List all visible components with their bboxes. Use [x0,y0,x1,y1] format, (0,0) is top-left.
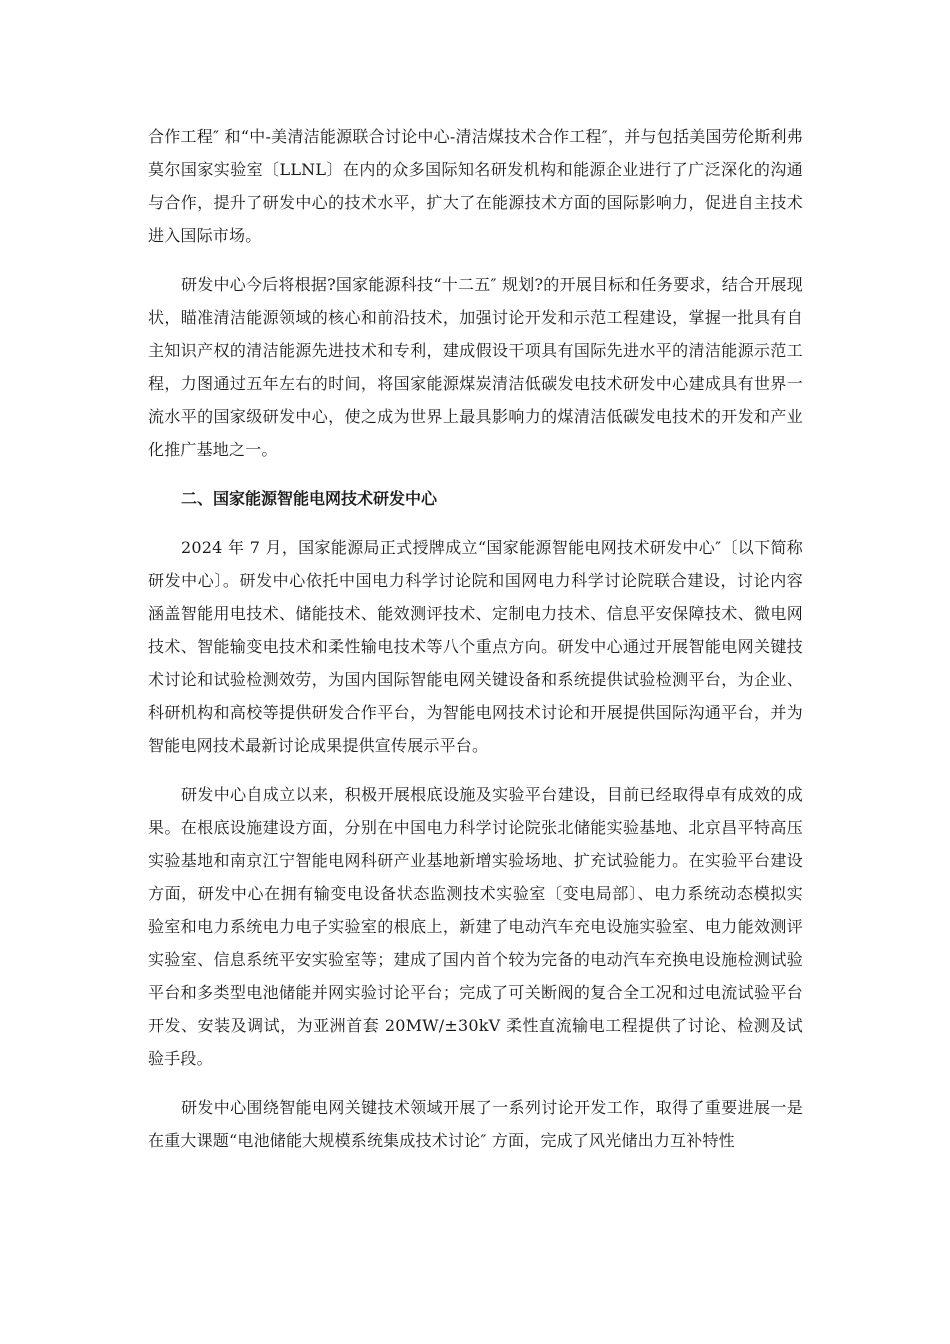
section-heading-smart-grid: 二、国家能源智能电网技术研发中心 [181,489,438,508]
paragraph-research-progress: 研发中心围绕智能电网关键技术领域开展了一系列讨论开发工作，取得了重要进展一是在重大课题“电池储能大规模系统集成技术讨论″ 方面，完成了风光储出力互补特性 [148,1098,803,1150]
document-page [148,120,803,1157]
paragraph-establishment: 2024 年 7 月，国家能源局正式授牌成立“国家能源智能电网技术研发中心″〔以下简称研发中心〕。研发中心依托中国电力科学讨论院和国网电力科学讨论院联合建设，讨论内容涵盖智能用电技术、储能技术、能效测评技术、定制电力技术、信息平安保障技术、微电网技术、智能输变电技术和柔性输电技术等八个重点方向。研发中心通过开展智能电网关键技术讨论和试验检测效劳，为国内国际智能电网关键设备和系统提供试验检测平台，为企业、科研机构和高校等提供研发合作平台，为智能电网技术讨论和开展提供国际沟通平台，并为智能电网技术最新讨论成果提供宣传展示平台。 [148,538,803,755]
paragraph-infrastructure: 研发中心自成立以来，积极开展根底设施及实验平台建设，目前已经取得卓有成效的成果。在根底设施建设方面，分别在中国电力科学讨论院张北储能实验基地、北京昌平特高压实验基地和南京江宁智能电网科研产业基地新增实验场地、扩充试验能力。在实验平台建设方面，研发中心在拥有输变电设备状态监测技术实验室〔变电局部〕、电力系统动态模拟实验室和电力系统电力电子实验室的根底上，新建了电动汽车充电设施实验室、电力能效测评实验室、信息系统平安实验室等；建成了国内首个较为完备的电动汽车充换电设施检测试验平台和多类型电池储能并网实验讨论平台；完成了可关断阀的复合全工况和过电流试验平台开发、安装及调试，为亚洲首套 20MW/±30kV 柔性直流输电工程提供了讨论、检测及试验手段。 [148,785,803,1068]
paragraph-cooperation: 合作工程″ 和“中-美清洁能源联合讨论中心-清洁煤技术合作工程″，并与包括美国劳伦斯利弗莫尔国家实验室〔LLNL〕在内的众多国际知名研发机构和能源企业进行了广泛深化的沟通与合作，提升了研发中心的技术水平，扩大了在能源技术方面的国际影响力，促进自主技术进入国际市场。 [148,127,803,245]
paragraph-future-plan: 研发中心今后将根据?国家能源科技“十二五″ 规划?的开展目标和任务要求，结合开展现状，瞄准清洁能源领域的核心和前沿技术，加强讨论开发和示范工程建设，掌握一批具有自主知识产权的清洁能源先进技术和专利，建成假设干项具有国际先进水平的清洁能源示范工程，力图通过五年左右的时间，将国家能源煤炭清洁低碳发电技术研发中心建成具有世界一流水平的国家级研发中心，使之成为世界上最具影响力的煤清洁低碳发电技术的开发和产业化推广基地之一。 [148,275,803,459]
